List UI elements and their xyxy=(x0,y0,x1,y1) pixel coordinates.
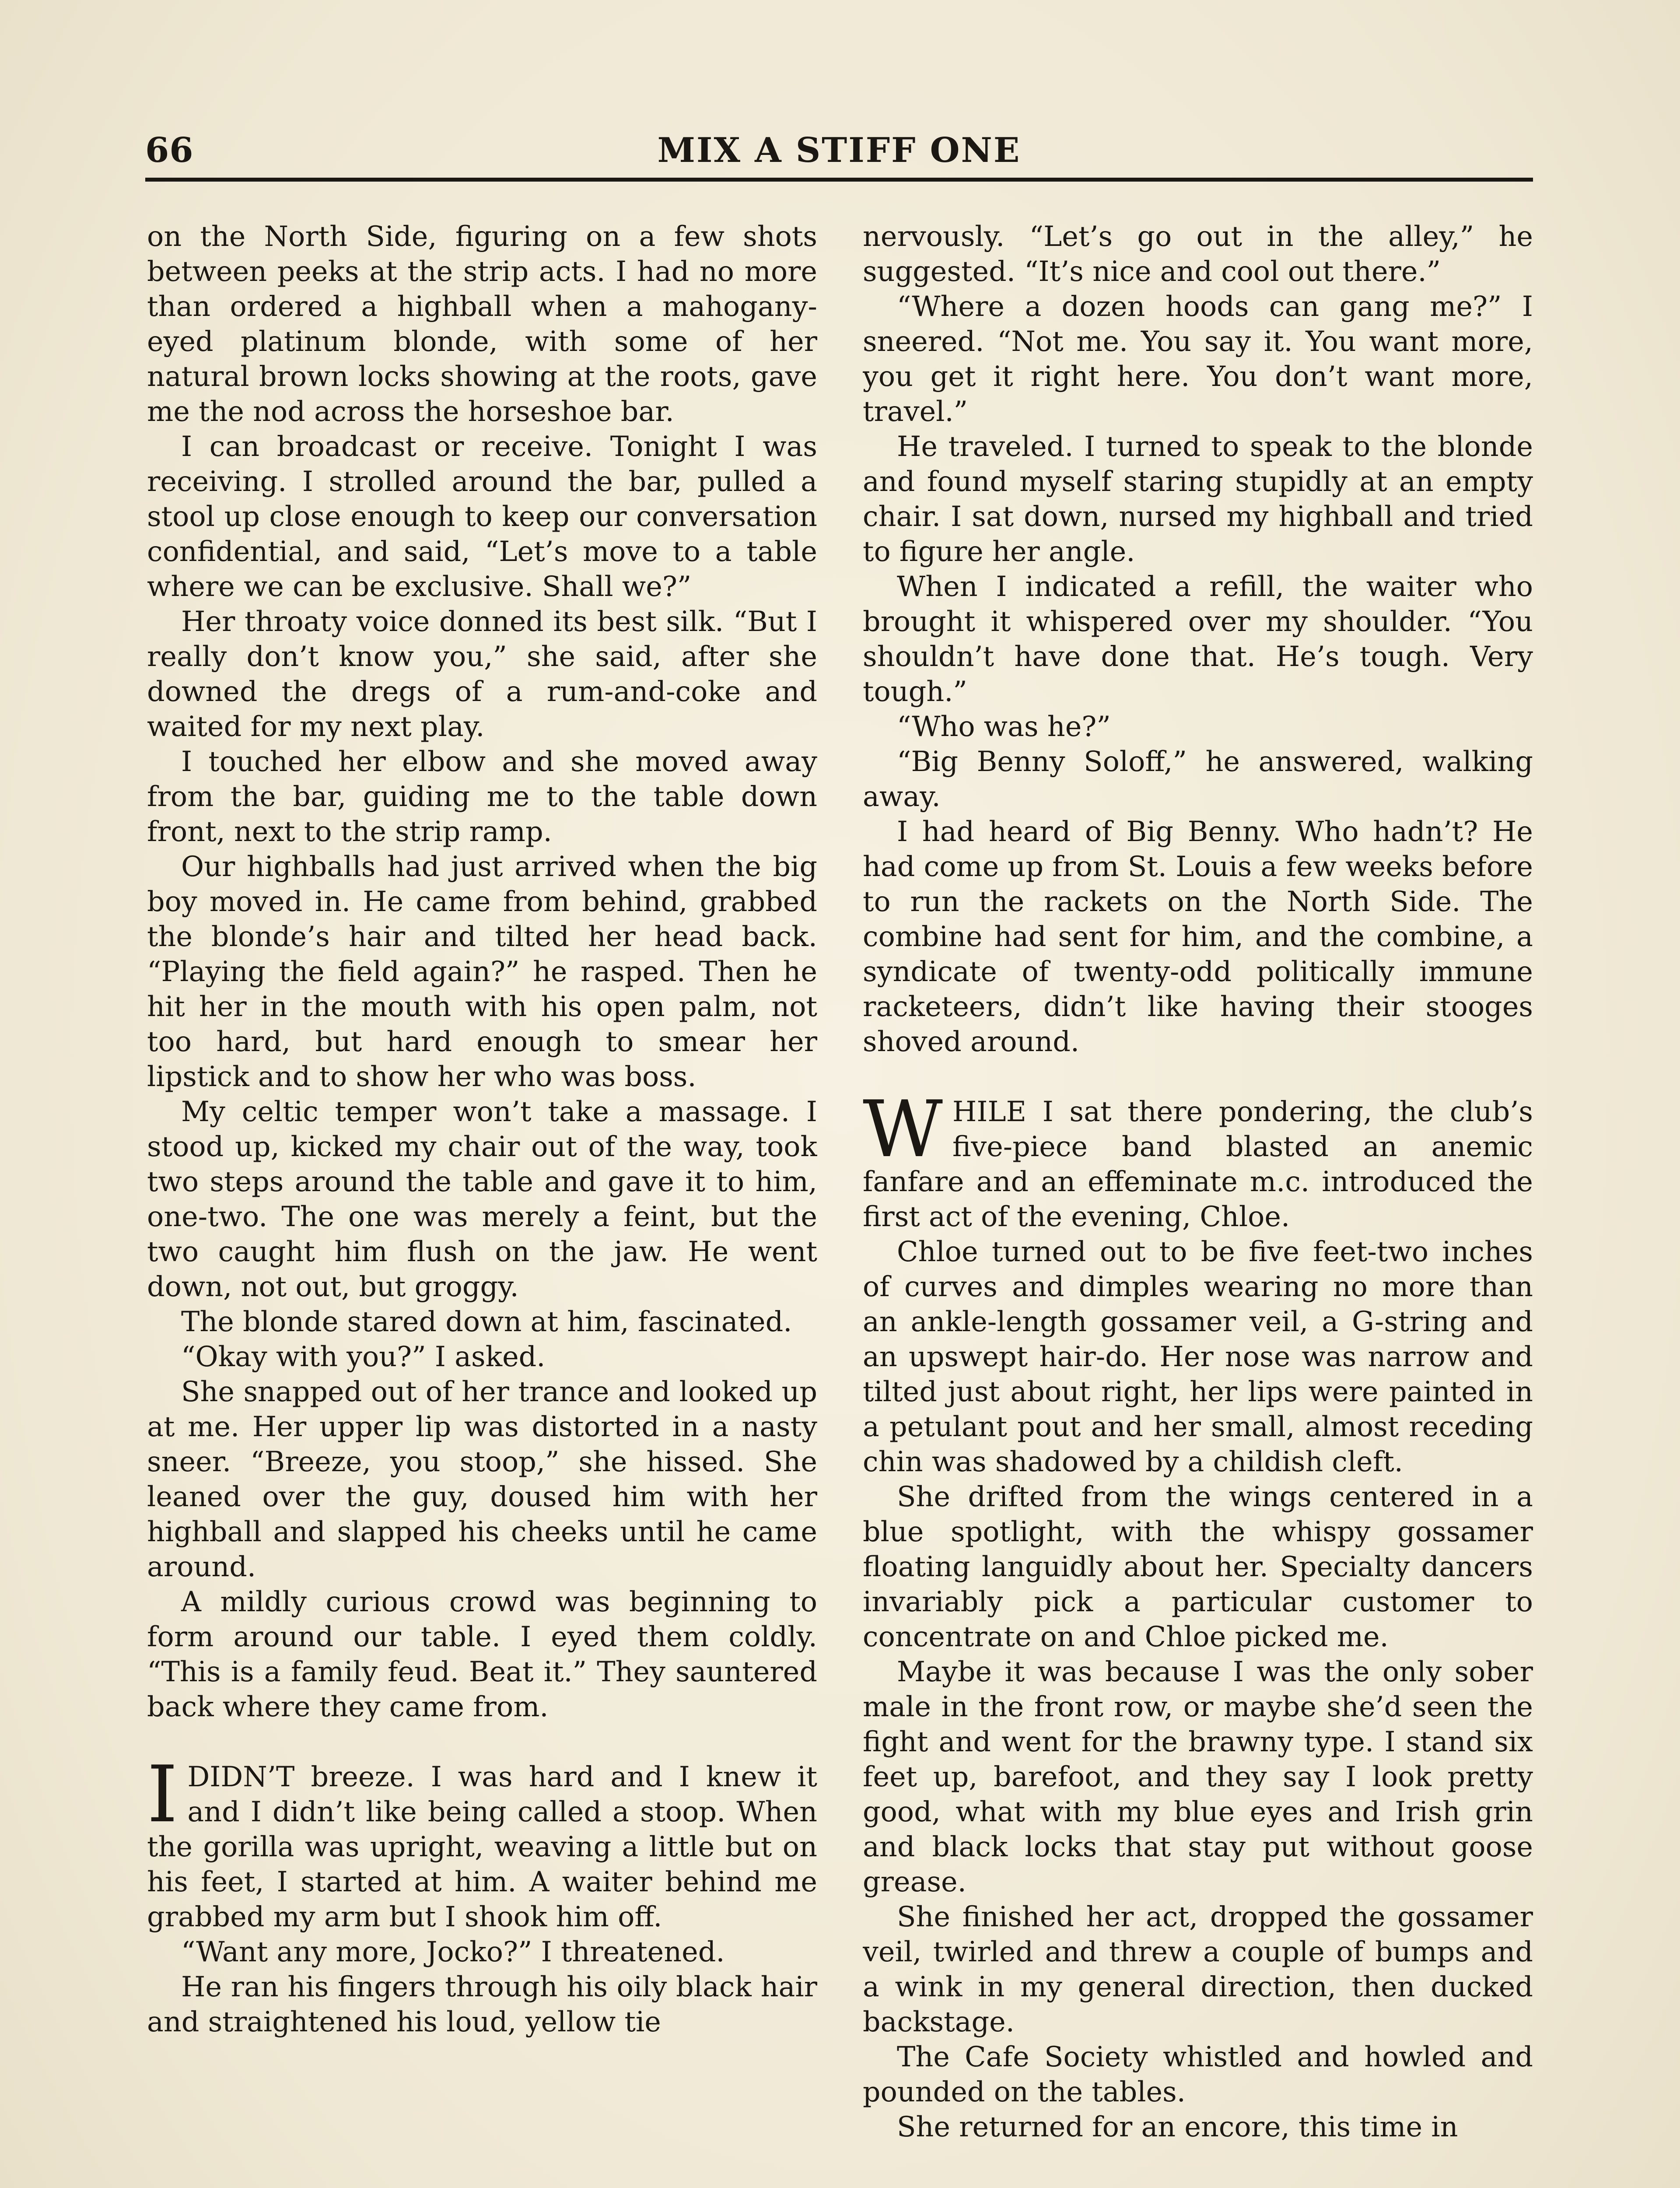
paragraph: I can broadcast or receive. Tonight I was receiving. I strolled around the bar, pulled a stool up close enough to keep our conversation confidential, and said, “Let’s move to a table where we can be exclusive. Shall we?” xyxy=(147,430,817,603)
paragraph: I touched her elbow and she moved away from the bar, guiding me to the table down front, next to the strip ramp. xyxy=(147,745,817,848)
paragraph: Our highballs had just arrived when the big boy moved in. He came from behind, grabbed the blonde’s hair and tilted her head back. “Playing the field again?” he rasped. Then he hit her in the mouth with his open palm, not too hard, but hard enough to smear her lipstick and to show her who was boss. xyxy=(147,850,817,1093)
page-header xyxy=(145,127,1533,179)
paragraph: on the North Side, figuring on a few shots between peeks at the strip acts. I had no more than ordered a highball when a mahogany-eyed platinum blonde, with some of her natural brown locks showing at the roots, gave me the nod across the horseshoe bar. xyxy=(147,220,817,428)
paragraph: “Okay with you?” I asked. xyxy=(181,1340,546,1373)
paragraph: She drifted from the wings centered in a blue spotlight, with the whispy gossamer floating languidly about her. Specialty dancers invariably pick a particular customer to concentrate on and Chloe picked me. xyxy=(863,1480,1533,1653)
paragraph: My celtic temper won’t take a massage. I stood up, kicked my chair out of the way, took two steps around the table and gave it to him, one-two. The one was merely a feint, but the two caught him flush on the jaw. He went down, not out, but groggy. xyxy=(147,1095,817,1303)
right-column xyxy=(863,219,1533,2188)
page-number: 66 xyxy=(145,130,194,170)
left-column xyxy=(147,219,817,2188)
running-title: MIX A STIFF ONE xyxy=(657,130,1021,170)
paragraph: A mildly curious crowd was beginning to form around our table. I eyed them coldly. “This is a family feud. Beat it.” They sauntered back where they came from. xyxy=(147,1585,817,1723)
drop-cap: I xyxy=(147,1749,178,1840)
paragraph: The Cafe Society whistled and howled and pounded on the tables. xyxy=(863,2041,1533,2108)
paragraph: Chloe turned out to be five feet-two inches of curves and dimples wearing no more than an ankle-length gossamer veil, a G-string and an upswept hair-do. Her nose was narrow and tilted just about right, her lips were painted in a petulant pout and her small, almost receding chin was shadowed by a childish cleft. xyxy=(863,1235,1533,1478)
paragraph: The blonde stared down at him, fascinated. xyxy=(181,1305,792,1338)
section-text: HILE I sat there pondering, the club’s five-piece band blasted an anemic fanfare and an effeminate m.c. introduced the first act of the evening, Chloe. xyxy=(863,1095,1533,1233)
paragraph: He ran his fingers through his oily black hair and straightened his loud, yellow tie xyxy=(147,1971,817,2038)
header-rule xyxy=(145,178,1533,182)
paragraph: She finished her act, dropped the gossamer veil, twirled and threw a couple of bumps and a wink in my general direction, then ducked backstage. xyxy=(863,1900,1533,2038)
paragraph: When I indicated a refill, the waiter who brought it whispered over my shoulder. “You shouldn’t have done that. He’s tough. Very tough.” xyxy=(863,570,1533,708)
paragraph: I had heard of Big Benny. Who hadn’t? He had come up from St. Louis a few weeks before to run the rackets on the North Side. The combine had sent for him, and the combine, a syndicate of twenty-odd politically immune racketeers, didn’t like having their stooges shoved around. xyxy=(863,815,1533,1058)
paragraph: Her throaty voice donned its best silk. “But I really don’t know you,” she said, after she downed the dregs of a rum-and-coke and waited for my next play. xyxy=(147,605,817,743)
section-text: DIDN’T breeze. I was hard and I knew it and I didn’t like being called a stoop. When the gorilla was upright, weaving a little but on his feet, I started at him. A waiter behind me grabbed my arm but I shook him off. xyxy=(147,1760,817,1933)
paragraph: He traveled. I turned to speak to the blonde and found myself staring stupidly at an empty chair. I sat down, nursed my highball and tried to figure her angle. xyxy=(863,430,1533,568)
paragraph: nervously. “Let’s go out in the alley,” he suggested. “It’s nice and cool out there.” xyxy=(863,220,1533,288)
paragraph: She returned for an encore, this time in xyxy=(897,2111,1458,2143)
paragraph: “Who was he?” xyxy=(897,710,1111,743)
paragraph: She snapped out of her trance and looked up at me. Her upper lip was distorted in a nasty sneer. “Breeze, you stoop,” she hissed. She leaned over the guy, doused him with her highball and slapped his cheeks until he came around. xyxy=(147,1375,817,1583)
section-start-paragraph xyxy=(863,1084,1533,1234)
paragraph: “Big Benny Soloff,” he answered, walking away. xyxy=(863,745,1533,813)
paragraph: “Want any more, Jocko?” I threatened. xyxy=(181,1936,725,1968)
paragraph: Maybe it was because I was the only sober male in the front row, or maybe she’d seen the fight and went for the brawny type. I stand six feet up, barefoot, and they say I look pretty good, what with my blue eyes and Irish grin and black locks that stay put without goose grease. xyxy=(863,1655,1533,1898)
section-start-paragraph xyxy=(147,1749,817,1934)
drop-cap: W xyxy=(863,1084,943,1175)
paragraph: “Where a dozen hoods can gang me?” I sneered. “Not me. You say it. You want more, you get it right here. You don’t want more, travel.” xyxy=(863,290,1533,428)
